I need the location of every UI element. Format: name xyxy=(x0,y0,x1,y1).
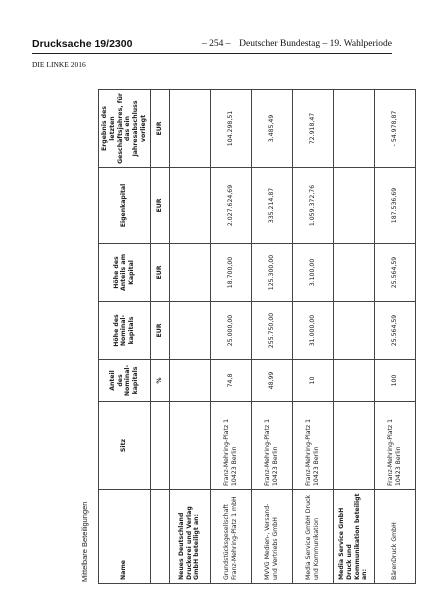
cell-sitz xyxy=(169,402,210,490)
table-unit-row xyxy=(150,90,169,584)
table-row xyxy=(169,90,210,584)
cell-ergebnis xyxy=(333,90,374,168)
table-row xyxy=(374,90,415,584)
rotated-table-area xyxy=(80,90,402,584)
table-header-row xyxy=(99,90,151,584)
cell-anteil: 74,8 xyxy=(210,360,251,402)
table-title: Mittelbare Beteiligungen xyxy=(80,501,89,582)
table-row xyxy=(251,90,292,584)
cell-anteil: 10 xyxy=(292,360,333,402)
cell-name: Grundstücksgesellschaft Franz-Mehring-Platz 1 mbH xyxy=(210,490,251,584)
cell-sitz: Franz-Mehring-Platz 1 10423 Berlin xyxy=(292,402,333,490)
cell-hoehe-nominal: 31.000,00 xyxy=(292,302,333,360)
cell-hoehe-anteil: 18.700,00 xyxy=(210,244,251,302)
beteiligungen-table xyxy=(98,89,416,584)
cell-hoehe-nominal: 255.750,00 xyxy=(251,302,292,360)
table-row xyxy=(333,90,374,584)
cell-eigenkapital: 335.214,87 xyxy=(251,168,292,244)
cell-hoehe-anteil: 3.100,00 xyxy=(292,244,333,302)
unit-cell-empty xyxy=(150,490,169,584)
cell-sitz: Franz-Mehring-Platz 1 10423 Berlin xyxy=(374,402,415,490)
cell-name: MVVG Medien-, Versand- und Vertriebs GmbH xyxy=(251,490,292,584)
cell-eigenkapital: 2.027.624,69 xyxy=(210,168,251,244)
cell-ergebnis: 72.918,47 xyxy=(292,90,333,168)
cell-hoehe-anteil: 25.564,59 xyxy=(374,244,415,302)
cell-anteil xyxy=(169,360,210,402)
cell-hoehe-anteil xyxy=(333,244,374,302)
cell-anteil: 100 xyxy=(374,360,415,402)
page-header xyxy=(32,38,392,52)
col-header-eigenkapital: Eigenkapital xyxy=(99,168,151,244)
page-number: – 254 – xyxy=(202,39,231,49)
col-header-name: Name xyxy=(99,490,151,584)
table-row xyxy=(210,90,251,584)
cell-ergebnis: - 54.978,87 xyxy=(374,90,415,168)
unit-hoehe-anteil: EUR xyxy=(150,244,169,302)
col-header-sitz: Sitz xyxy=(99,402,151,490)
cell-sitz: Franz-Mehring-Platz 1 10423 Berlin xyxy=(210,402,251,490)
unit-ergebnis: EUR xyxy=(150,90,169,168)
cell-hoehe-nominal: 25.564,59 xyxy=(374,302,415,360)
unit-hoehe-nominal: EUR xyxy=(150,302,169,360)
header-rule xyxy=(32,53,392,54)
cell-name: Media Service GmbH Druck und Kommunikation beteiligt an: xyxy=(333,490,374,584)
cell-hoehe-nominal: 25.000,00 xyxy=(210,302,251,360)
col-header-hoehe-anteil: Höhe des Anteils am Kapital xyxy=(99,244,151,302)
cell-anteil: 48,99 xyxy=(251,360,292,402)
table-row xyxy=(292,90,333,584)
cell-eigenkapital: 1.059.372,76 xyxy=(292,168,333,244)
col-header-anteil: Anteil des Nominal-kapitals xyxy=(99,360,151,402)
cell-ergebnis: 3.485,49 xyxy=(251,90,292,168)
cell-hoehe-nominal xyxy=(333,302,374,360)
cell-name: Neues Deutschland Druckerei und Verlag GmbH beteiligt an: xyxy=(169,490,210,584)
cell-name: Media Service GmbH Druck und Kommunikation xyxy=(292,490,333,584)
document-id xyxy=(32,38,132,50)
unit-eigenkapital: EUR xyxy=(150,168,169,244)
cell-name: BärenDruck GmbH xyxy=(374,490,415,584)
cell-hoehe-anteil: 125.300,00 xyxy=(251,244,292,302)
cell-eigenkapital: 187.536,69 xyxy=(374,168,415,244)
cell-ergebnis: 104.298,51 xyxy=(210,90,251,168)
party-year: DIE LINKE 2016 xyxy=(32,60,86,69)
cell-sitz xyxy=(333,402,374,490)
col-header-hoehe-nominal: Höhe des Nominal-kapitals xyxy=(99,302,151,360)
publisher-label: Deutscher Bundestag – 19. Wahlperiode xyxy=(239,39,392,49)
unit-cell-empty xyxy=(150,402,169,490)
doc-number: 2300 xyxy=(109,38,133,50)
cell-hoehe-nominal xyxy=(169,302,210,360)
col-header-ergebnis: Ergebnis des letzten Geschäftsjahres, für das ein Jahresabschluss vorliegt xyxy=(99,90,151,168)
rotated-table-content xyxy=(80,90,402,584)
doc-prefix: Drucksache 19/ xyxy=(32,38,110,50)
cell-sitz: Franz-Mehring-Platz 1 10423 Berlin xyxy=(251,402,292,490)
cell-anteil xyxy=(333,360,374,402)
unit-anteil: % xyxy=(150,360,169,402)
cell-eigenkapital xyxy=(333,168,374,244)
cell-hoehe-anteil xyxy=(169,244,210,302)
cell-eigenkapital xyxy=(169,168,210,244)
cell-ergebnis xyxy=(169,90,210,168)
